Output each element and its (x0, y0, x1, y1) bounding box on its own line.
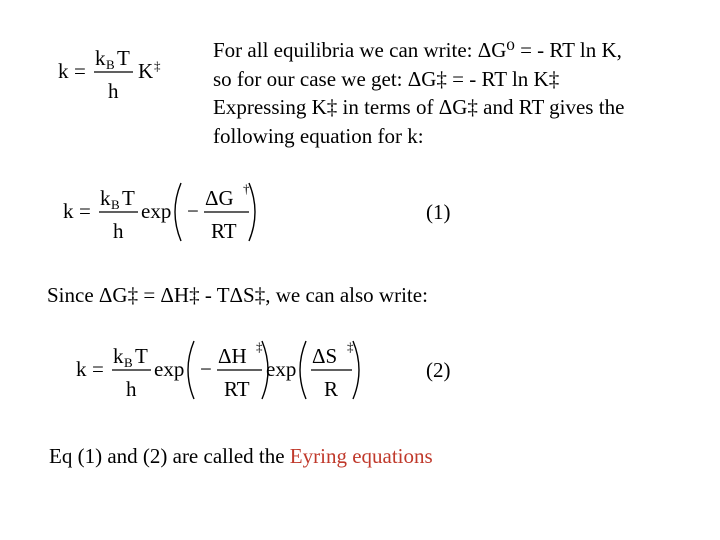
conclusion-statement (49, 444, 433, 469)
eq1-kB-k: k (100, 186, 111, 210)
eq2-numerator-1: ΔH (218, 344, 247, 368)
eq1-numerator: ΔG (205, 186, 234, 210)
intro-line-3: Expressing K‡ in terms of ΔG‡ and RT gives the (213, 95, 625, 119)
eq0-kB-sub: B (106, 57, 115, 72)
eq1-T: T (122, 186, 135, 210)
eq0-dagger: ‡ (154, 58, 161, 73)
eq1-numerator-dagger: † (243, 181, 250, 196)
eq2-numerator-1-dagger: ‡ (256, 339, 263, 354)
eq0-equals: = (74, 59, 86, 83)
eq2-numerator-2: ΔS (312, 344, 338, 368)
intro-line-2: so for our case we get: ΔG‡ = - RT ln K‡ (213, 66, 560, 91)
since-statement: Since ΔG‡ = ΔH‡ - TΔS‡, we can also write: (47, 283, 428, 307)
eq1-tag: (1) (426, 200, 451, 224)
eq2-h: h (126, 377, 137, 401)
eyring-equations-highlight: Eyring equations (289, 444, 433, 468)
eq2-tag: (2) (426, 358, 451, 382)
eq1-right-paren (249, 183, 255, 241)
eq1-equals: = (79, 199, 91, 223)
eq2-equals: = (92, 357, 104, 381)
eq2-denominator-2: R (324, 377, 339, 401)
eq2-exp-1: exp (154, 357, 185, 381)
eq1-exp: exp (141, 199, 172, 223)
eq2-denominator-1: RT (224, 377, 250, 401)
eq1-k: k (63, 199, 74, 223)
equation-k-K (50, 40, 180, 110)
eq0-T: T (117, 46, 130, 70)
eq2-numerator-2-dagger: ‡ (347, 339, 354, 354)
eq0-h: h (108, 79, 119, 103)
intro-line-4: following equation for k: (213, 123, 424, 148)
eq1-h: h (113, 219, 124, 243)
eq2-kB-sub: B (124, 355, 133, 370)
equation-2 (68, 336, 368, 404)
intro-line-1: For all equilibria we can write: ΔG⁰ = - RT ln K, (213, 38, 622, 62)
eq2-exp-2: exp (266, 357, 297, 381)
eq2-left-paren-1 (188, 341, 194, 399)
eq1-minus: − (187, 199, 199, 223)
eq0-kB-k: k (95, 46, 106, 70)
eq2-minus: − (200, 357, 212, 381)
eq2-k: k (76, 357, 87, 381)
eq2-T: T (135, 344, 148, 368)
eq1-kB-sub: B (111, 197, 120, 212)
eq1-left-paren (175, 183, 181, 241)
eq1-denominator: RT (211, 219, 237, 243)
eq2-right-paren-2 (353, 341, 359, 399)
intro-paragraph (213, 36, 708, 150)
conclusion-prefix: Eq (1) and (2) are called the (49, 444, 290, 468)
equation-1 (55, 178, 265, 246)
eq2-left-paren-2 (300, 341, 306, 399)
eq2-kB-k: k (113, 344, 124, 368)
eq0-K: K (138, 59, 154, 83)
eq0-k: k (58, 59, 69, 83)
